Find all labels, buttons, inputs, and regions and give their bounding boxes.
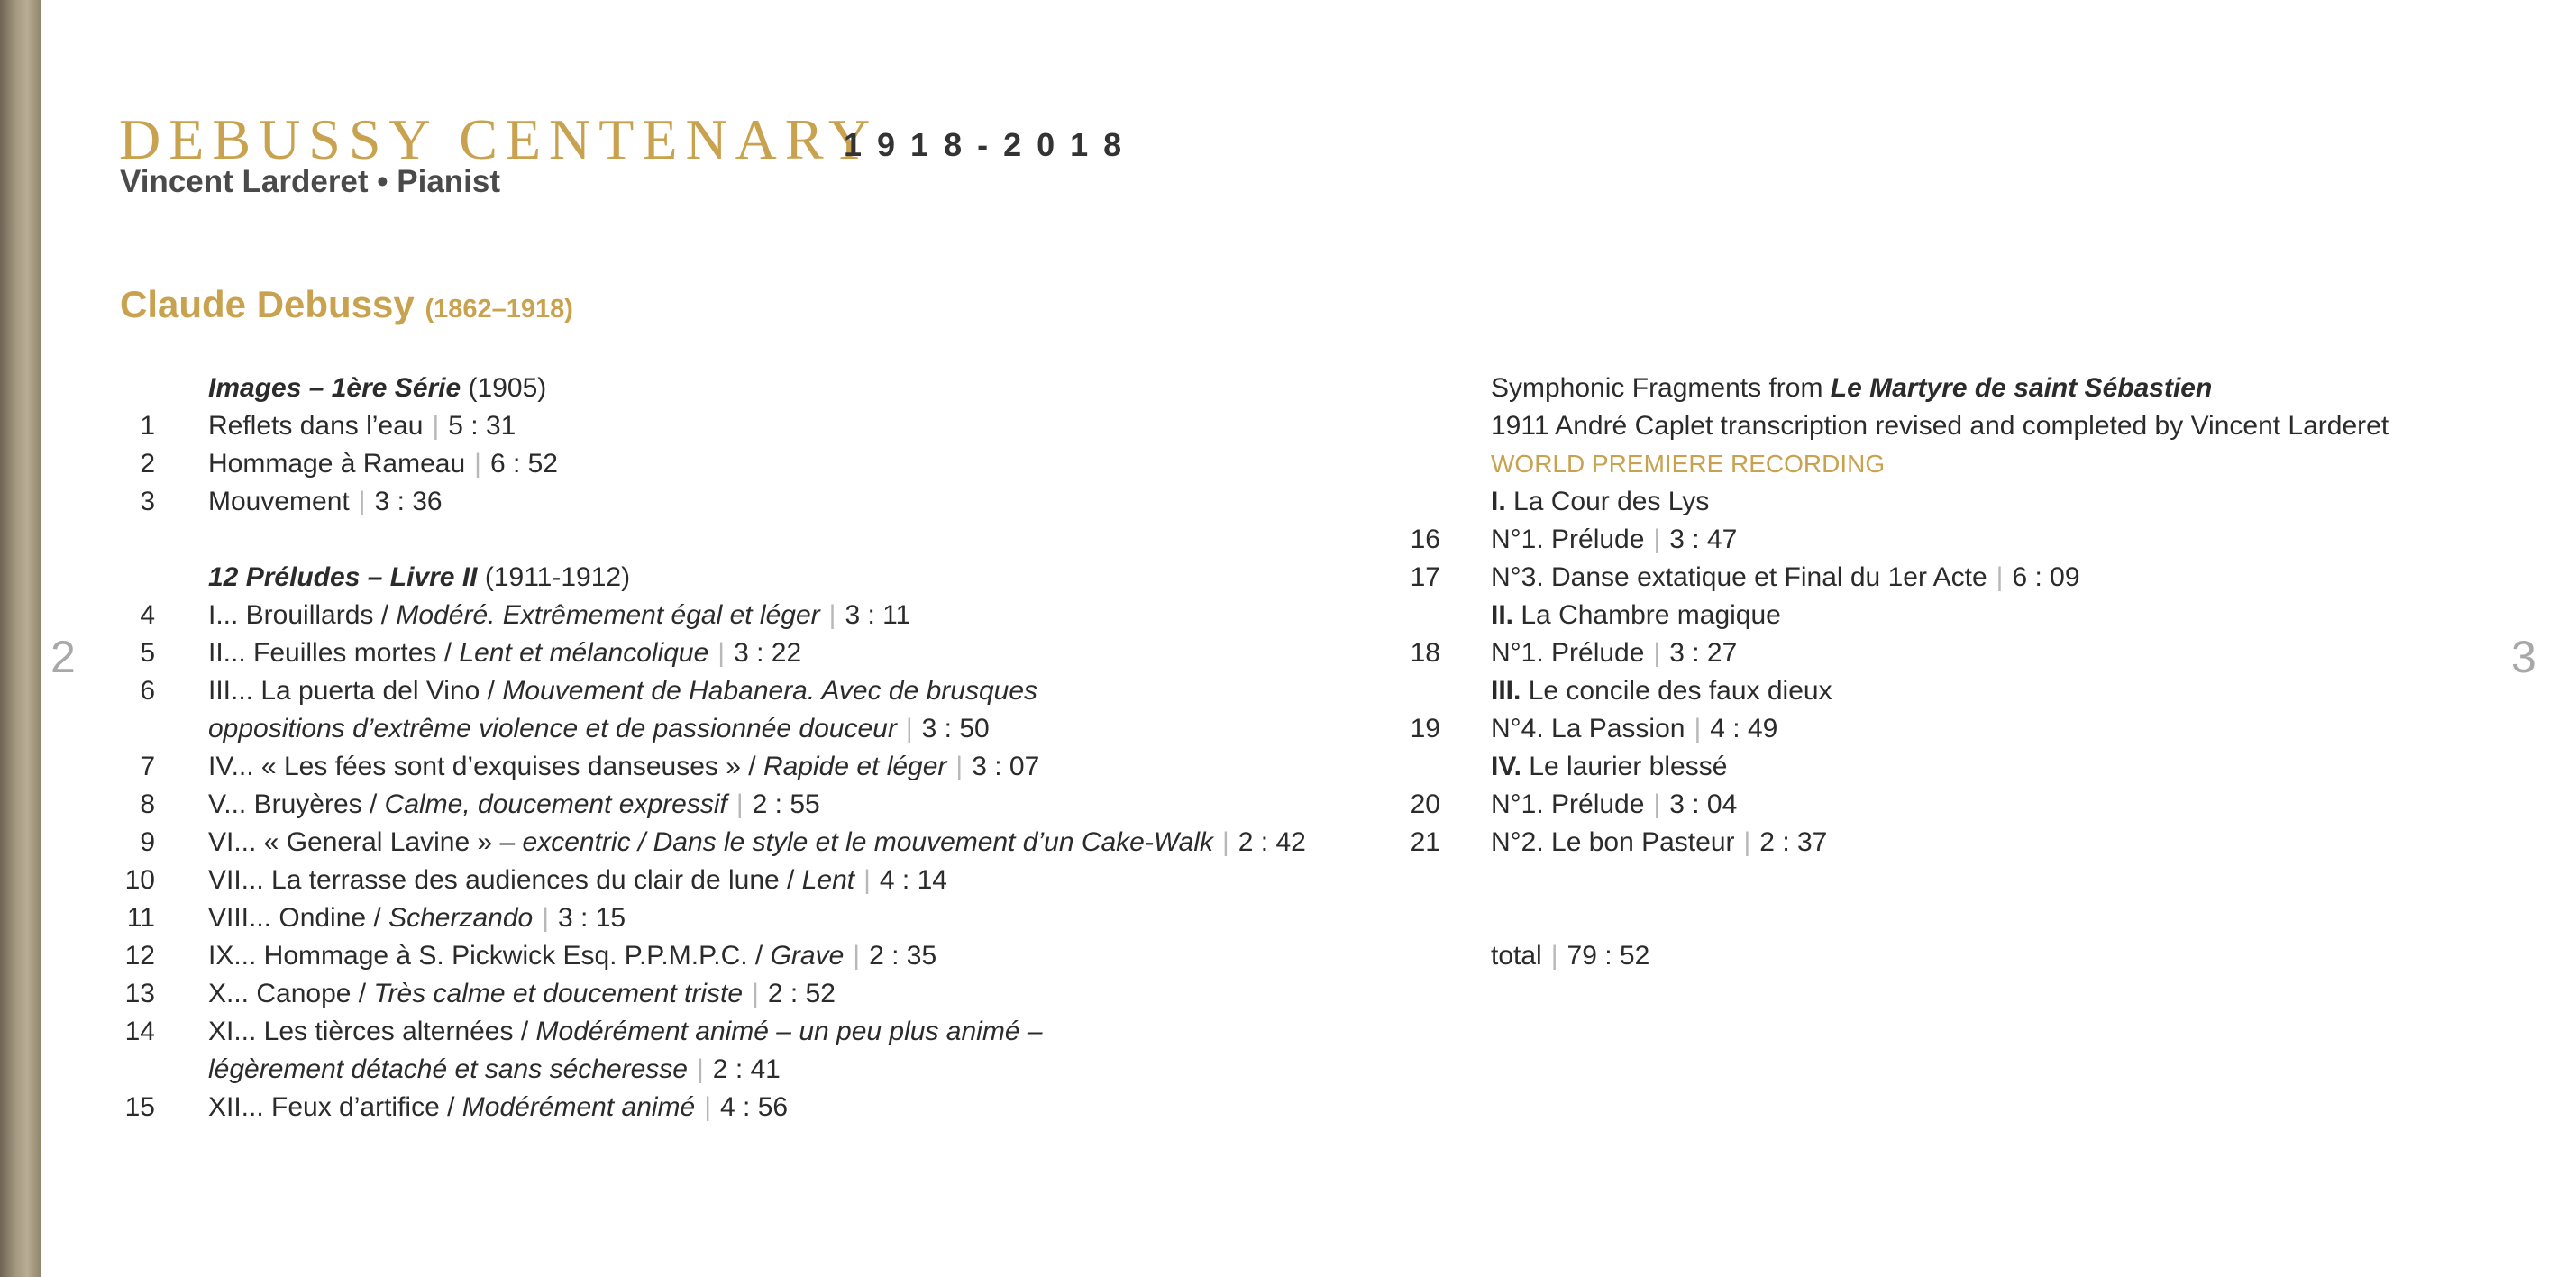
premiere-label: WORLD PREMIERE RECORDING xyxy=(1491,450,1886,478)
track-title: III... La puerta del Vino / xyxy=(208,676,503,706)
track-tempo: Rapide et léger xyxy=(763,752,947,781)
preludes-heading xyxy=(208,559,630,597)
track-row xyxy=(208,786,820,824)
total-row xyxy=(1491,937,1649,975)
track-row xyxy=(208,937,936,975)
track-number: 5 xyxy=(140,638,155,668)
track-time: 6 : 52 xyxy=(489,449,558,479)
track-title: VII... La terrasse des audiences du clair de lune / xyxy=(208,865,802,895)
track-tempo: excentric / Dans le style et le mouvement d’un Cake-Walk xyxy=(522,827,1213,857)
track-time: 3 : 36 xyxy=(374,487,443,516)
track-tempo: Lent xyxy=(801,865,855,895)
track-number: 17 xyxy=(1410,562,1440,592)
track-title: XI... Les tièrces alternées / xyxy=(208,1017,536,1046)
page-number-left: 2 xyxy=(50,632,76,682)
track-time: 3 : 47 xyxy=(1669,524,1738,554)
section-title: Le concile des faux dieux xyxy=(1528,676,1832,706)
track-tempo: Scherzando xyxy=(388,903,534,933)
section-roman: I. xyxy=(1491,487,1506,516)
track-time: 6 : 09 xyxy=(2012,562,2080,592)
track-time: 2 : 52 xyxy=(767,979,836,1008)
section-heading xyxy=(1491,483,1709,521)
section-heading xyxy=(1491,597,1781,634)
track-number: 2 xyxy=(140,449,155,479)
track-time: 3 : 11 xyxy=(845,600,911,630)
track-title: Reflets dans l’eau xyxy=(208,411,424,441)
separator: | xyxy=(432,411,440,441)
track-title: XII... Feux d’artifice / xyxy=(208,1092,462,1122)
track-title: V... Bruyères / xyxy=(208,789,385,819)
track-number: 14 xyxy=(124,1017,155,1046)
track-row xyxy=(1491,824,1827,862)
track-tempo: légèrement détaché et sans sécheresse xyxy=(208,1054,688,1084)
track-tempo: oppositions d’extrême violence et de passionnée douceur xyxy=(208,714,897,743)
track-number: 19 xyxy=(1410,714,1440,743)
separator: | xyxy=(1221,827,1229,857)
track-title: N°2. Le bon Pasteur xyxy=(1491,827,1735,857)
track-number: 11 xyxy=(126,903,155,933)
track-row xyxy=(208,748,1039,786)
total-time: 79 : 52 xyxy=(1567,941,1650,971)
track-time: 4 : 49 xyxy=(1710,714,1778,743)
work-title: Images – 1ère Série xyxy=(208,373,461,403)
album-title: DEBUSSY CENTENARY xyxy=(119,107,879,171)
separator: | xyxy=(1653,638,1661,668)
track-tempo: Grave xyxy=(770,941,845,971)
track-row xyxy=(208,597,910,634)
track-row xyxy=(208,672,1037,710)
separator: | xyxy=(863,865,871,895)
section-roman: III. xyxy=(1491,676,1521,706)
track-tempo: Calme, doucement expressif xyxy=(384,789,727,819)
track-number: 7 xyxy=(140,752,155,781)
separator: | xyxy=(717,638,726,668)
separator: | xyxy=(1550,941,1558,971)
track-time: 5 : 31 xyxy=(448,411,516,441)
martyre-heading xyxy=(1491,369,2212,407)
track-row xyxy=(1491,786,1737,824)
track-row xyxy=(208,862,947,899)
separator: | xyxy=(752,979,759,1008)
track-time: 3 : 07 xyxy=(972,752,1040,781)
transcription-note: 1911 André Caplet transcription revised and completed by Vincent Larderet xyxy=(1491,411,2389,441)
track-title: Mouvement xyxy=(208,487,350,516)
track-number: 18 xyxy=(1410,638,1440,668)
track-number: 15 xyxy=(124,1092,155,1122)
track-title: VI... « General Lavine » – xyxy=(208,827,523,857)
track-tempo: Modéré. Extrêmement égal et léger xyxy=(396,600,820,630)
track-number: 9 xyxy=(140,827,155,857)
section-heading xyxy=(1491,672,1832,710)
track-title: N°1. Prélude xyxy=(1491,638,1645,668)
track-row xyxy=(208,1089,788,1126)
composer-name: Claude Debussy xyxy=(120,283,415,325)
section-title: La Chambre magique xyxy=(1521,600,1781,630)
section-roman: II. xyxy=(1491,600,1514,630)
track-tempo: Modérément animé xyxy=(461,1092,696,1122)
section-roman: IV. xyxy=(1491,752,1521,781)
track-number: 12 xyxy=(124,941,155,971)
track-row xyxy=(208,445,558,483)
separator: | xyxy=(704,1092,712,1122)
track-row xyxy=(208,634,801,672)
track-title: N°3. Danse extatique et Final du 1er Acte xyxy=(1491,562,1987,592)
track-title: X... Canope / xyxy=(208,979,374,1008)
track-time: 2 : 37 xyxy=(1759,827,1828,857)
separator: | xyxy=(474,449,481,479)
track-time: 2 : 35 xyxy=(869,941,937,971)
section-title: Le laurier blessé xyxy=(1529,752,1728,781)
track-time: 3 : 22 xyxy=(734,638,802,668)
track-row xyxy=(1491,710,1777,748)
track-number: 4 xyxy=(140,600,155,630)
track-title: IV... « Les fées sont d’exquises danseuses » / xyxy=(208,752,763,781)
work-title: Le Martyre de saint Sébastien xyxy=(1830,373,2213,403)
work-prefix: Symphonic Fragments from xyxy=(1491,373,1831,403)
track-time: 4 : 56 xyxy=(720,1092,789,1122)
work-title: 12 Préludes – Livre II xyxy=(208,562,478,592)
album-years: 1918-2018 xyxy=(844,126,1137,163)
performer-subtitle: Vincent Larderet • Pianist xyxy=(120,164,501,199)
track-number: 1 xyxy=(140,411,155,441)
track-title: II... Feuilles mortes / xyxy=(208,638,460,668)
track-title: Hommage à Rameau xyxy=(208,449,466,479)
track-tempo: Très calme et doucement triste xyxy=(373,979,744,1008)
separator: | xyxy=(358,487,366,516)
track-number: 8 xyxy=(140,789,155,819)
track-row-continued xyxy=(208,1051,781,1089)
track-number: 3 xyxy=(140,487,155,516)
section-title: La Cour des Lys xyxy=(1513,487,1710,516)
track-title: N°4. La Passion xyxy=(1491,714,1685,743)
track-title: N°1. Prélude xyxy=(1491,524,1645,554)
track-time: 2 : 42 xyxy=(1238,827,1306,857)
track-time: 2 : 55 xyxy=(752,789,820,819)
separator: | xyxy=(853,941,861,971)
separator: | xyxy=(1694,714,1702,743)
separator: | xyxy=(955,752,964,781)
track-number: 21 xyxy=(1410,827,1440,857)
track-title: IX... Hommage à S. Pickwick Esq. P.P.M.P.C. / xyxy=(208,941,771,971)
track-time: 3 : 50 xyxy=(921,714,990,743)
track-row xyxy=(1491,634,1737,672)
track-row xyxy=(1491,559,2080,597)
separator: | xyxy=(1996,562,2004,592)
separator: | xyxy=(1653,789,1661,819)
track-row xyxy=(208,824,1306,862)
track-number: 13 xyxy=(124,979,155,1008)
separator: | xyxy=(905,714,913,743)
track-time: 2 : 41 xyxy=(712,1054,781,1084)
track-row xyxy=(208,899,626,937)
track-time: 3 : 04 xyxy=(1669,789,1738,819)
separator: | xyxy=(1743,827,1751,857)
work-year: (1911-1912) xyxy=(484,562,631,592)
track-row-continued xyxy=(208,710,990,748)
track-tempo: Lent et mélancolique xyxy=(459,638,709,668)
track-time: 3 : 15 xyxy=(558,903,626,933)
work-year: (1905) xyxy=(468,373,547,403)
track-time: 3 : 27 xyxy=(1669,638,1738,668)
separator: | xyxy=(828,600,836,630)
track-row xyxy=(208,407,516,445)
separator: | xyxy=(735,789,744,819)
track-row xyxy=(208,975,836,1013)
composer-dates: (1862–1918) xyxy=(425,295,573,324)
track-title: VIII... Ondine / xyxy=(208,903,389,933)
images-heading xyxy=(208,369,546,407)
section-heading xyxy=(1491,748,1727,786)
separator: | xyxy=(1653,524,1661,554)
track-row xyxy=(208,483,443,521)
page-number-right: 3 xyxy=(2511,632,2536,682)
spine-edge xyxy=(0,0,41,1277)
track-row xyxy=(208,1013,1043,1051)
separator: | xyxy=(697,1054,704,1084)
composer-heading xyxy=(120,283,573,326)
track-tempo: Mouvement de Habanera. Avec de brusques xyxy=(502,676,1038,706)
track-tempo: Modérément animé – un peu plus animé – xyxy=(535,1017,1043,1046)
track-number: 10 xyxy=(124,865,155,895)
track-number: 6 xyxy=(140,676,155,706)
track-number: 20 xyxy=(1410,789,1440,819)
track-number: 16 xyxy=(1410,524,1440,554)
track-row xyxy=(1491,521,1737,559)
track-time: 4 : 14 xyxy=(879,865,947,895)
track-title: N°1. Prélude xyxy=(1491,789,1645,819)
total-label: total xyxy=(1491,941,1542,971)
track-title: I... Brouillards / xyxy=(208,600,397,630)
separator: | xyxy=(542,903,550,933)
